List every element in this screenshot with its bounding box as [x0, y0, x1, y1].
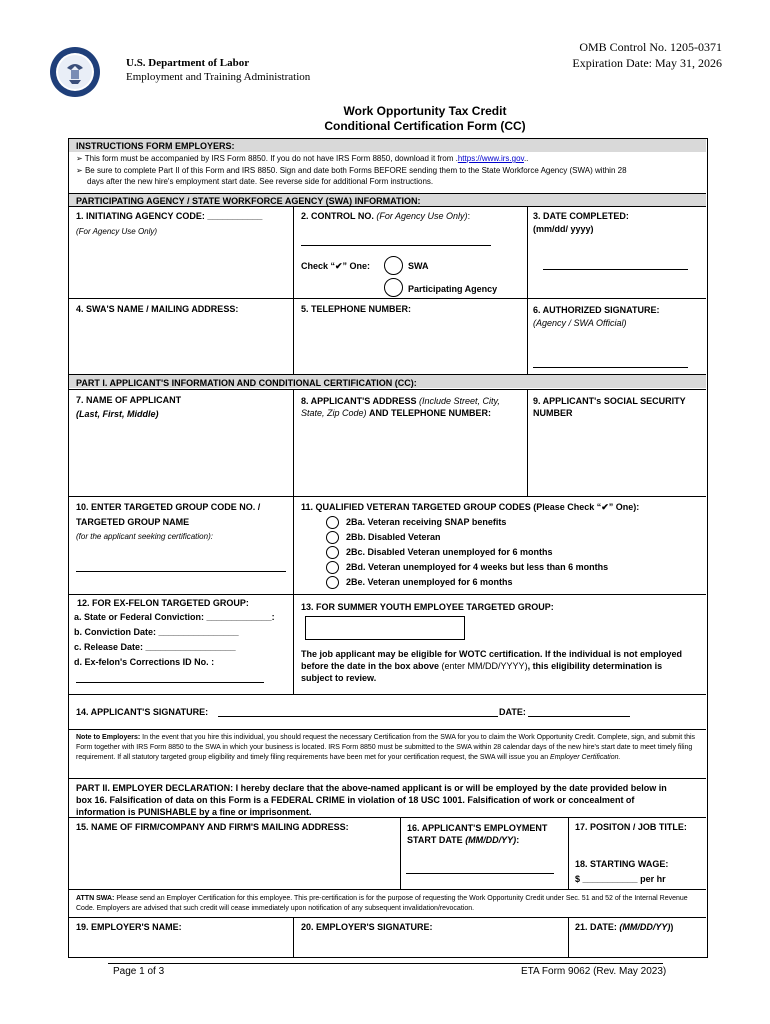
veteran-code-label: 2Ba. Veteran receiving SNAP benefits: [346, 517, 507, 527]
form-number: ETA Form 9062 (Rev. May 2023): [521, 966, 667, 977]
field-12b: b. Conviction Date: ________________: [74, 627, 239, 637]
note-to-employers: Note to Employers: In the event that you hire this individual, you should request the necessary Certification from the SWA for you to claim the Work Opportunity Credit. Complete, sign, and submit this Form together with IRS Form 8850 to the SWA in which your business is located. IRS Form 8850 must be submitted to the SWA within 28 calendar days of the new hire's start date to meet timely filing requirement. If all statutory targeted group eligibility and timely filing requirements have been met for your certification request, the SWA will issue you an Employer Certification.: [76, 734, 696, 761]
veteran-code-label: 2Bc. Disabled Veteran unemployed for 6 months: [346, 547, 553, 557]
swa-radio[interactable]: [384, 256, 403, 275]
dol-seal: [49, 46, 101, 98]
field-16-label: 16. APPLICANT'S EMPLOYMENT START DATE (MM/DD/YY):: [407, 823, 548, 845]
field-8-label: 8. APPLICANT'S ADDRESS (Include Street, City, State, Zip Code) AND TELEPHONE NUMBER:: [301, 396, 500, 418]
veteran-code-radio[interactable]: [326, 576, 339, 589]
participating-agency-label: Participating Agency: [408, 284, 498, 294]
instructions-heading: INSTRUCTIONS FORM EMPLOYERS:: [76, 141, 235, 151]
field-13-note: The job applicant may be eligible for WOTC certification. If the individual is not employed before the date in the box above (enter MM/DD/YYYY), this eligibility determination is subject to review.: [301, 649, 683, 683]
irs-link[interactable]: https://www.irs.gov: [457, 154, 524, 163]
instruction-bullet-1: ➢ This form must be accompanied by IRS Form 8850. If you do not have IRS Form 8850, download it from .https://www.irs.gov..: [76, 154, 529, 163]
veteran-code-radio[interactable]: [326, 531, 339, 544]
veteran-code-label: 2Bb. Disabled Veteran: [346, 532, 441, 542]
part2-declaration: PART II. EMPLOYER DECLARATION: I hereby declare that the above-named applicant is or will be employed by the date provided below in box 16. Falsification of data on this Form is a FEDERAL CRIME in violation of 18 USC 1001. Falsification of work or concealment of information is PUNISHABLE by a fine or imprisonment.: [76, 783, 667, 817]
field-10-label-b: TARGETED GROUP NAME: [76, 517, 190, 527]
field-15-label: 15. NAME OF FIRM/COMPANY AND FIRM'S MAILING ADDRESS:: [76, 822, 349, 832]
field-9-label: 9. APPLICANT's SOCIAL SECURITY NUMBER: [533, 396, 686, 418]
veteran-code-label: 2Be. Veteran unemployed for 6 months: [346, 577, 513, 587]
field-20-label: 20. EMPLOYER'S SIGNATURE:: [301, 922, 433, 932]
page-number: Page 1 of 3: [113, 966, 165, 977]
field-21-label: 21. DATE: (MM/DD/YY)): [575, 922, 674, 932]
veteran-code-label: 2Bd. Veteran unemployed for 4 weeks but less than 6 months: [346, 562, 609, 572]
field-3-label: 3. DATE COMPLETED:: [533, 211, 629, 221]
instruction-bullet-2: ➢ Be sure to complete Part II of this Form and IRS 8850. Sign and date both Forms BEFORE sending them to the State Workforce Agency (SWA) within 28: [76, 166, 627, 175]
field-6-label: 6. AUTHORIZED SIGNATURE:: [533, 305, 660, 315]
field-7-sub: (Last, First, Middle): [76, 409, 159, 419]
veteran-code-radio[interactable]: [326, 561, 339, 574]
field-12-label: 12. FOR EX-FELON TARGETED GROUP:: [77, 598, 249, 608]
field-6-sub: (Agency / SWA Official): [533, 318, 627, 328]
swa-label: SWA: [408, 261, 429, 271]
field-2-label: 2. CONTROL NO. (For Agency Use Only):: [301, 211, 471, 221]
field-17-label: 17. POSITON / JOB TITLE:: [575, 822, 687, 832]
field-3-sub: (mm/dd/ yyyy): [533, 224, 594, 234]
field-12a: a. State or Federal Conviction: _____________:: [74, 612, 275, 622]
field-18-wage: $ ___________ per hr: [575, 874, 666, 884]
part1-heading: PART I. APPLICANT'S INFORMATION AND CONDITIONAL CERTIFICATION (CC):: [76, 378, 417, 388]
veteran-code-radio[interactable]: [326, 546, 339, 559]
form-title-line1: Work Opportunity Tax Credit: [343, 104, 507, 118]
field-10-label-a: 10. ENTER TARGETED GROUP CODE NO. /: [76, 502, 261, 512]
field-1-sub: (For Agency Use Only): [76, 227, 158, 236]
field-14-label: 14. APPLICANT'S SIGNATURE:: [76, 707, 209, 717]
field-14-date-label: DATE:: [499, 707, 526, 717]
field-18-label: 18. STARTING WAGE:: [575, 859, 669, 869]
field-1-label: 1. INITIATING AGENCY CODE: ___________: [76, 211, 263, 221]
participating-agency-radio[interactable]: [384, 278, 403, 297]
field-19-label: 19. EMPLOYER'S NAME:: [76, 922, 182, 932]
participating-heading: PARTICIPATING AGENCY / STATE WORKFORCE AGENCY (SWA) INFORMATION:: [76, 196, 421, 206]
field-12d: d. Ex-felon's Corrections ID No. :: [74, 657, 215, 667]
field-5-label: 5. TELEPHONE NUMBER:: [301, 304, 412, 314]
summer-youth-date-box[interactable]: [305, 616, 465, 640]
instruction-bullet-2-cont: days after the new hire's employment start date. See reverse side for additional Form instructions.: [87, 177, 434, 186]
field-12c: c. Release Date: __________________: [74, 642, 236, 652]
field-4-label: 4. SWA'S NAME / MAILING ADDRESS:: [76, 304, 239, 314]
field-11-label: 11. QUALIFIED VETERAN TARGETED GROUP CODES (Please Check “✔” One):: [301, 502, 640, 512]
field-13-label: 13. FOR SUMMER YOUTH EMPLOYEE TARGETED GROUP:: [301, 602, 554, 612]
department-name: U.S. Department of Labor: [126, 57, 250, 69]
field-7-label: 7. NAME OF APPLICANT: [76, 395, 182, 405]
agency-name: Employment and Training Administration: [126, 71, 311, 83]
field-10-sub: (for the applicant seeking certification):: [76, 532, 213, 541]
check-one-label: Check “✔” One:: [301, 261, 371, 271]
veteran-code-radio[interactable]: [326, 516, 339, 529]
form-title-line2: Conditional Certification Form (CC): [324, 119, 526, 133]
attn-swa-note: ATTN SWA: Please send an Employer Certification for this employee. This pre-certification is for the purpose of requesting the Work Opportunity Credit under Sec. 51 and 52 of the Internal Revenue Code. Employers are advised that such credit will cease immediately upon notification of any subsequent invalidation/revocation.: [76, 895, 688, 912]
expiration-date: Expiration Date: May 31, 2026: [572, 56, 722, 70]
omb-control-number: OMB Control No. 1205-0371: [579, 40, 722, 54]
